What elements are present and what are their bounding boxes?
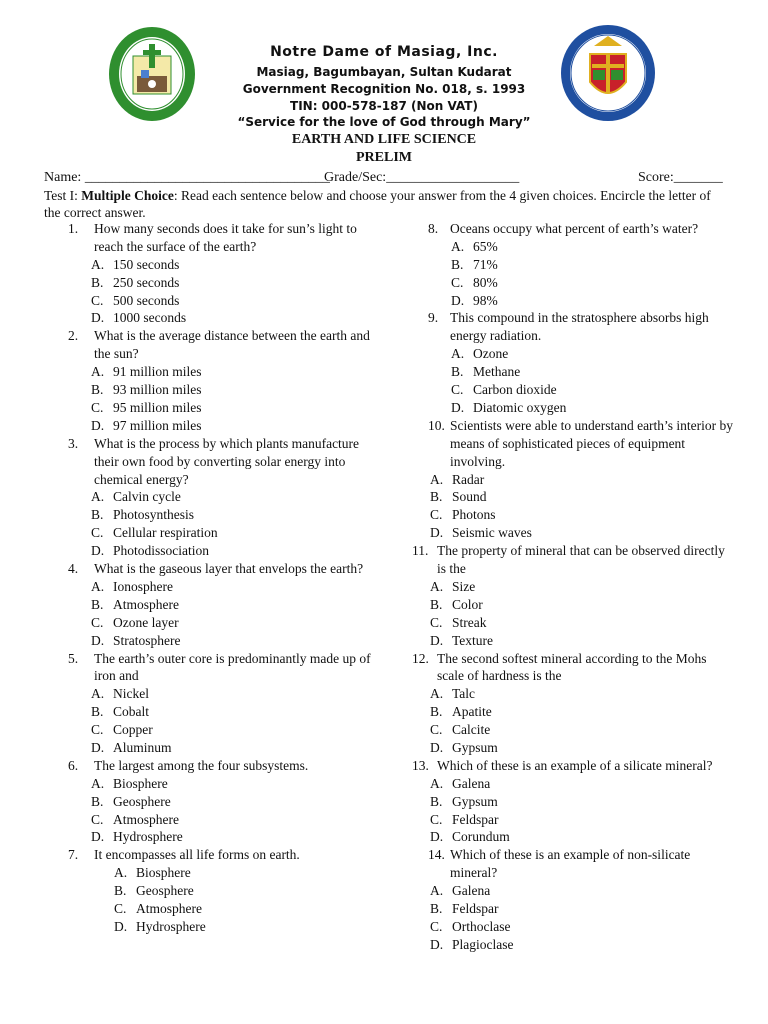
question-text: Which of these is an example of non-silicate mineral?	[450, 847, 691, 881]
option-text: 91 million miles	[113, 364, 202, 380]
answer-option[interactable]	[44, 775, 374, 793]
option-letter: A.	[91, 364, 105, 380]
answer-option[interactable]	[404, 811, 734, 829]
option-letter: A.	[91, 489, 105, 505]
answer-option[interactable]	[404, 524, 734, 542]
option-text: 98%	[473, 292, 498, 308]
question-11	[404, 542, 734, 649]
question-number: 1.	[68, 221, 79, 236]
question-12	[404, 650, 734, 757]
option-letter: C.	[91, 292, 104, 308]
government-recognition: Government Recognition No. 018, s. 1993	[242, 82, 526, 96]
option-letter: C.	[114, 901, 127, 917]
question-5	[44, 650, 374, 757]
answer-option[interactable]	[44, 864, 374, 882]
question-9	[404, 309, 734, 416]
score-field[interactable]: Score:_______	[638, 170, 723, 185]
option-letter: A.	[91, 775, 105, 791]
answer-option[interactable]	[404, 828, 734, 846]
question-text: This compound in the stratosphere absorbs high energy radiation.	[450, 310, 709, 344]
option-letter: D.	[114, 918, 128, 934]
option-text: Geosphere	[136, 883, 194, 899]
answer-option[interactable]	[44, 524, 374, 542]
question-text: The second softest mineral according to the Mohs scale of hardness is the	[437, 650, 707, 684]
option-letter: B.	[91, 596, 104, 612]
option-text: Atmosphere	[136, 901, 202, 917]
answer-option[interactable]	[44, 703, 374, 721]
answer-option[interactable]	[44, 309, 374, 327]
option-letter: B.	[430, 704, 443, 720]
option-text: Apatite	[452, 704, 492, 720]
option-letter: D.	[430, 936, 444, 952]
option-text: Radar	[452, 471, 485, 487]
option-letter: A.	[91, 256, 105, 272]
tin-number: TIN: 000-578-187 (Non VAT)	[290, 99, 478, 113]
option-text: Plagioclase	[452, 936, 514, 952]
option-text: Galena	[452, 883, 491, 899]
option-text: Sound	[452, 489, 487, 505]
answer-option[interactable]	[44, 614, 374, 632]
option-letter: D.	[451, 292, 465, 308]
option-letter: B.	[430, 901, 443, 917]
option-text: Hydrosphere	[113, 829, 183, 845]
option-letter: A.	[430, 578, 444, 594]
answer-option[interactable]	[44, 793, 374, 811]
answer-option[interactable]	[404, 900, 734, 918]
option-text: Cellular respiration	[113, 525, 218, 541]
option-letter: D.	[430, 525, 444, 541]
question-text: It encompasses all life forms on earth.	[94, 847, 300, 863]
question-2	[44, 327, 374, 434]
option-letter: C.	[91, 399, 104, 415]
option-text: 71%	[473, 256, 498, 272]
question-6	[44, 757, 374, 846]
question-10	[404, 417, 734, 542]
answer-option[interactable]	[404, 471, 734, 489]
option-letter: B.	[91, 382, 104, 398]
question-number: 2.	[68, 328, 79, 344]
answer-option[interactable]	[404, 381, 734, 399]
question-text: How many seconds does it take for sun’s light to reach the surface of the earth?	[94, 221, 357, 254]
option-letter: C.	[430, 507, 443, 523]
option-letter: C.	[430, 722, 443, 738]
option-text: Hydrosphere	[136, 918, 206, 934]
answer-option[interactable]	[404, 238, 734, 256]
question-number: 8.	[428, 221, 439, 236]
option-letter: C.	[430, 614, 443, 630]
option-text: 95 million miles	[113, 399, 202, 415]
answer-option[interactable]	[44, 274, 374, 292]
option-letter: D.	[91, 739, 105, 755]
option-text: 93 million miles	[113, 382, 202, 398]
answer-option[interactable]	[44, 632, 374, 650]
option-letter: C.	[91, 614, 104, 630]
answer-option[interactable]	[44, 399, 374, 417]
option-letter: D.	[430, 829, 444, 845]
option-text: Calvin cycle	[113, 489, 181, 505]
name-field[interactable]: Name: ___________________________________	[44, 170, 330, 185]
school-motto: “Service for the love of God through Mary”	[237, 115, 531, 129]
grade-section-field[interactable]: Grade/Sec:___________________	[324, 170, 520, 185]
option-text: Cobalt	[113, 704, 149, 720]
answer-option[interactable]	[404, 292, 734, 310]
answer-option[interactable]	[44, 828, 374, 846]
option-text: Ozone	[473, 346, 509, 362]
answer-option[interactable]	[404, 632, 734, 650]
question-text: The earth’s outer core is predominantly made up of iron and	[94, 650, 371, 684]
option-letter: B.	[451, 256, 464, 272]
question-number: 3.	[68, 435, 79, 451]
answer-option[interactable]	[44, 685, 374, 703]
option-text: Aluminum	[113, 739, 172, 755]
question-number: 6.	[68, 757, 79, 773]
answer-option[interactable]	[404, 596, 734, 614]
test-label: Test I:	[44, 188, 82, 203]
option-text: Diatomic oxygen	[473, 399, 567, 415]
option-letter: D.	[91, 632, 105, 648]
question-number: 5.	[68, 650, 79, 666]
question-number: 13.	[412, 757, 429, 773]
answer-option[interactable]	[44, 721, 374, 739]
answer-option[interactable]	[404, 506, 734, 524]
question-number: 4.	[68, 561, 79, 577]
option-letter: B.	[114, 883, 127, 899]
option-text: Corundum	[452, 829, 510, 845]
answer-option[interactable]	[44, 882, 374, 900]
answer-option[interactable]	[404, 918, 734, 936]
answer-option[interactable]	[404, 345, 734, 363]
answer-option[interactable]	[404, 614, 734, 632]
option-text: 65%	[473, 238, 498, 254]
questions-right-column	[404, 220, 734, 954]
option-text: 150 seconds	[113, 256, 180, 272]
question-text: The property of mineral that can be observed directly is the	[437, 543, 725, 577]
option-letter: B.	[91, 507, 104, 523]
answer-option[interactable]	[404, 793, 734, 811]
question-text: What is the gaseous layer that envelops the earth?	[94, 561, 364, 577]
option-text: Calcite	[452, 722, 491, 738]
option-text: Photosynthesis	[113, 507, 195, 523]
option-letter: D.	[91, 417, 105, 433]
option-letter: B.	[451, 364, 464, 380]
option-text: Galena	[452, 775, 491, 791]
option-letter: B.	[430, 489, 443, 505]
option-text: Feldspar	[452, 901, 499, 917]
answer-option[interactable]	[404, 363, 734, 381]
option-text: 1000 seconds	[113, 310, 187, 326]
option-text: Gypsum	[452, 793, 498, 809]
option-text: Photons	[452, 507, 496, 523]
option-text: Ionosphere	[113, 578, 173, 594]
student-fields	[44, 170, 724, 188]
answer-option[interactable]	[404, 578, 734, 596]
instruction-text: : Read each sentence below and choose your answer from the 4 given choices. Encircle the letter of the correct answer.	[44, 188, 711, 220]
option-letter: D.	[451, 399, 465, 415]
answer-option[interactable]	[404, 721, 734, 739]
answer-option[interactable]	[44, 506, 374, 524]
option-letter: A.	[451, 238, 465, 254]
option-text: Gypsum	[452, 739, 498, 755]
answer-option[interactable]	[404, 882, 734, 900]
subject-title: EARTH AND LIFE SCIENCE	[291, 132, 477, 147]
option-text: Ozone layer	[113, 614, 179, 630]
option-text: Stratosphere	[113, 632, 181, 648]
answer-option[interactable]	[404, 739, 734, 757]
option-text: Talc	[452, 686, 476, 702]
answer-option[interactable]	[44, 417, 374, 435]
option-letter: D.	[91, 310, 105, 326]
question-14	[404, 846, 734, 953]
option-letter: A.	[430, 471, 444, 487]
answer-option[interactable]	[44, 256, 374, 274]
option-letter: B.	[430, 793, 443, 809]
answer-option[interactable]	[44, 363, 374, 381]
question-4	[44, 560, 374, 649]
option-text: 97 million miles	[113, 417, 202, 433]
question-number: 14.	[428, 847, 445, 863]
question-1	[44, 220, 374, 327]
answer-option[interactable]	[404, 936, 734, 954]
answer-option[interactable]	[404, 256, 734, 274]
question-7	[44, 846, 374, 935]
option-text: Color	[452, 596, 483, 612]
option-text: Seismic waves	[452, 525, 532, 541]
option-letter: C.	[91, 525, 104, 541]
question-number: 11.	[412, 543, 429, 559]
option-text: Atmosphere	[113, 596, 179, 612]
option-text: Streak	[452, 614, 487, 630]
option-letter: D.	[91, 543, 105, 559]
option-letter: A.	[114, 865, 128, 881]
question-text: Scientists were able to understand earth’s interior by means of sophisticated pieces of equipment involving.	[450, 417, 734, 469]
answer-option[interactable]	[44, 292, 374, 310]
option-text: Orthoclase	[452, 918, 511, 934]
option-letter: B.	[91, 793, 104, 809]
option-text: Atmosphere	[113, 811, 179, 827]
answer-option[interactable]	[404, 488, 734, 506]
answer-option[interactable]	[44, 918, 374, 936]
answer-option[interactable]	[404, 703, 734, 721]
option-letter: C.	[430, 811, 443, 827]
option-letter: C.	[91, 722, 104, 738]
answer-option[interactable]	[404, 399, 734, 417]
answer-option[interactable]	[404, 775, 734, 793]
option-letter: B.	[91, 704, 104, 720]
option-letter: A.	[451, 346, 465, 362]
answer-option[interactable]	[44, 739, 374, 757]
option-letter: C.	[451, 382, 464, 398]
option-letter: D.	[430, 739, 444, 755]
option-text: Biosphere	[136, 865, 191, 881]
school-name: Notre Dame of Masiag, Inc.	[270, 44, 498, 60]
question-number: 7.	[68, 847, 79, 863]
option-text: Copper	[113, 722, 153, 738]
exam-title: PRELIM	[356, 150, 412, 165]
answer-option[interactable]	[44, 542, 374, 560]
option-letter: A.	[430, 775, 444, 791]
option-letter: D.	[430, 632, 444, 648]
option-text: Texture	[452, 632, 494, 648]
option-text: Photodissociation	[113, 543, 210, 559]
option-text: 500 seconds	[113, 292, 180, 308]
question-number: 10.	[428, 417, 445, 433]
option-letter: A.	[91, 578, 105, 594]
answer-option[interactable]	[44, 381, 374, 399]
option-letter: A.	[430, 883, 444, 899]
test-type: Multiple Choice	[81, 188, 174, 203]
question-number: 9.	[428, 310, 439, 326]
question-number: 12.	[412, 650, 429, 666]
test-instructions	[44, 187, 724, 221]
option-text: 80%	[473, 274, 498, 290]
question-8	[404, 220, 734, 309]
answer-option[interactable]	[44, 578, 374, 596]
option-letter: A.	[430, 686, 444, 702]
answer-option[interactable]	[44, 900, 374, 918]
answer-option[interactable]	[404, 274, 734, 292]
question-text: What is the process by which plants manufacture their own food by converting solar energy into chemical energy?	[94, 435, 360, 487]
option-text: 250 seconds	[113, 274, 180, 290]
answer-option[interactable]	[44, 811, 374, 829]
option-text: Nickel	[113, 686, 149, 702]
answer-option[interactable]	[44, 596, 374, 614]
option-letter: D.	[91, 829, 105, 845]
questions-left-column	[44, 220, 374, 936]
question-13	[404, 757, 734, 846]
answer-option[interactable]	[44, 488, 374, 506]
question-text: Oceans occupy what percent of earth’s water?	[450, 221, 699, 236]
option-letter: B.	[430, 596, 443, 612]
option-text: Size	[452, 578, 476, 594]
option-letter: C.	[451, 274, 464, 290]
question-text: Which of these is an example of a silicate mineral?	[437, 757, 713, 773]
option-text: Biosphere	[113, 775, 168, 791]
option-letter: C.	[91, 811, 104, 827]
option-text: Methane	[473, 364, 521, 380]
question-text: What is the average distance between the earth and the sun?	[94, 328, 370, 362]
option-letter: C.	[430, 918, 443, 934]
option-text: Feldspar	[452, 811, 499, 827]
option-letter: A.	[91, 686, 105, 702]
answer-option[interactable]	[404, 685, 734, 703]
option-text: Geosphere	[113, 793, 171, 809]
option-text: Carbon dioxide	[473, 382, 557, 398]
question-3	[44, 435, 374, 560]
option-letter: B.	[91, 274, 104, 290]
question-text: The largest among the four subsystems.	[94, 757, 309, 773]
school-address: Masiag, Bagumbayan, Sultan Kudarat	[256, 65, 512, 79]
